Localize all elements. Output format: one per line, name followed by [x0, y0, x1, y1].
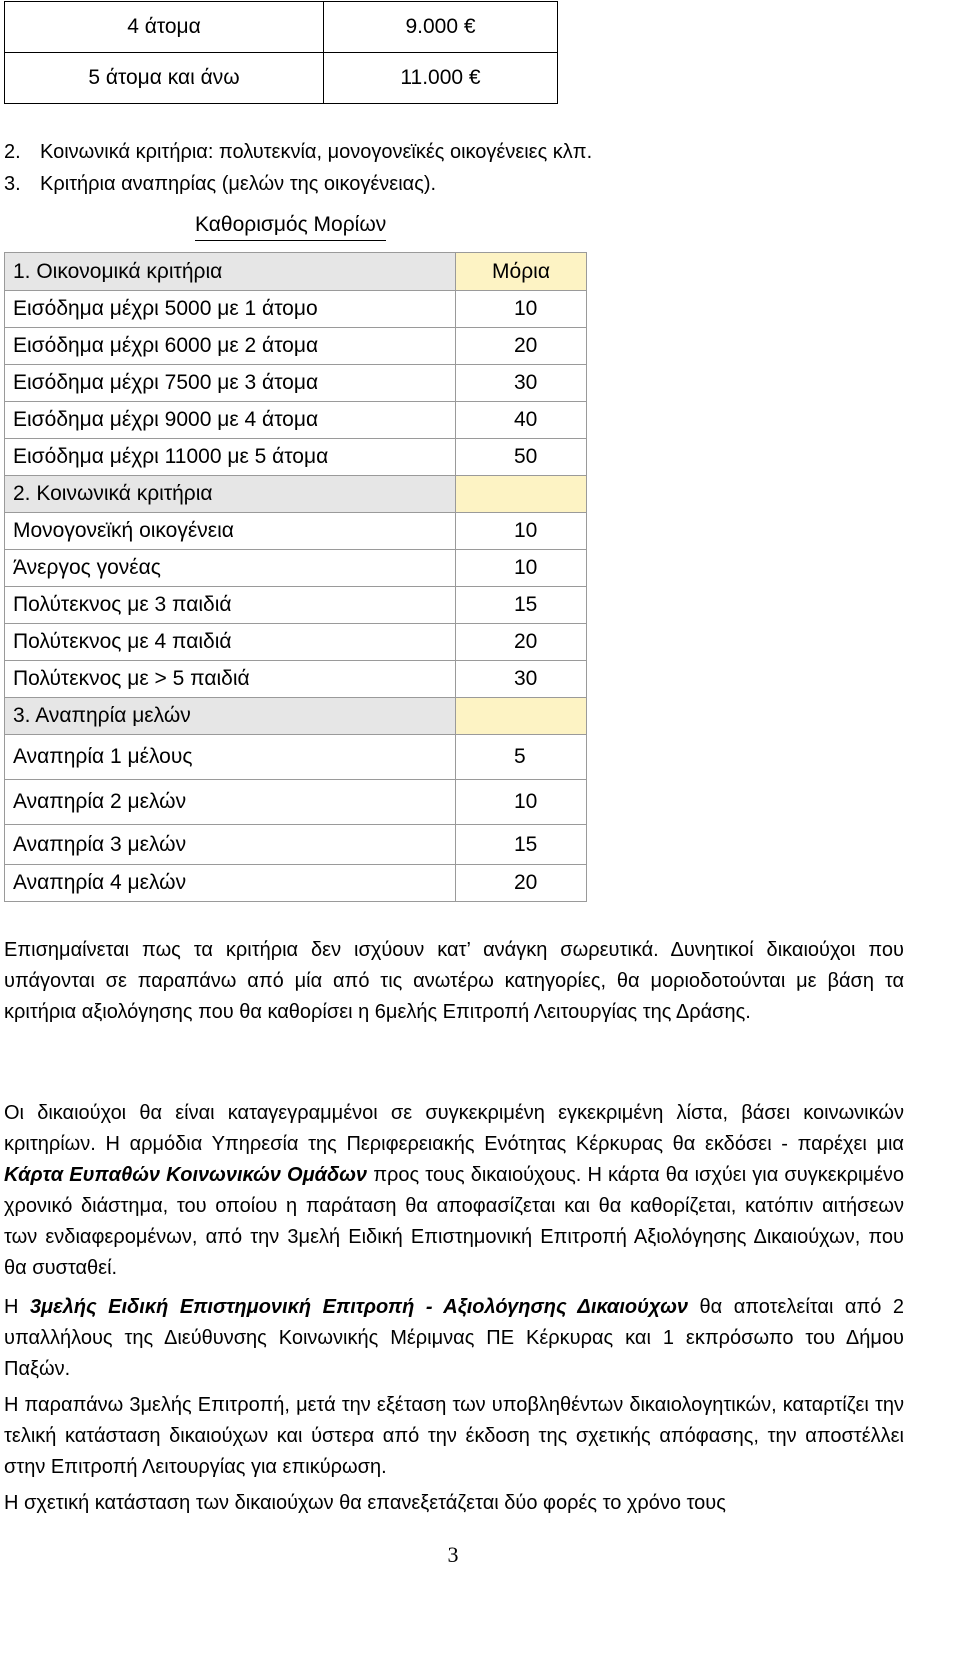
table-row [5, 780, 587, 825]
criterion-label: Πολύτεκνος με 3 παιδιά [5, 587, 456, 624]
criterion-label: Αναπηρία 1 μέλους [5, 735, 456, 780]
persons-cell: 4 άτομα [5, 2, 324, 53]
points-value: 30 [514, 371, 538, 394]
section-header-row [5, 698, 587, 735]
points-cell [456, 550, 587, 587]
criterion-label: Εισόδημα μέχρι 6000 με 2 άτομα [5, 328, 456, 365]
table-row [5, 402, 587, 439]
table-row [5, 513, 587, 550]
table-row [5, 661, 587, 698]
income-table [4, 1, 558, 104]
points-cell [456, 402, 587, 439]
section-header-row [5, 253, 587, 291]
score-table [4, 252, 587, 902]
table-row [5, 291, 587, 328]
criterion-label: Πολύτεκνος με > 5 παιδιά [5, 661, 456, 698]
table-row [5, 865, 587, 902]
card-name: Κάρτα Ευπαθών Κοινωνικών Ομάδων [4, 1164, 368, 1186]
persons-cell: 5 άτομα και άνω [5, 53, 324, 104]
points-value: 20 [514, 871, 538, 894]
table-row [5, 825, 587, 865]
points-cell [456, 513, 587, 550]
points-value: 10 [514, 297, 538, 320]
points-value: 30 [514, 667, 538, 690]
points-cell [456, 587, 587, 624]
points-value: 20 [514, 630, 538, 653]
table-row [5, 439, 587, 476]
paragraph-procedure: Η παραπάνω 3μελής Επιτροπή, μετά την εξέταση των υποβληθέντων δικαιολογητικών, καταρτίζει την τελική κατάσταση δικαιούχων και ύστερα από την έκδοση της σχετικής απόφασης, την αποστέλλει στην Επιτροπή Λειτουργίας για επικύρωση. [4, 1394, 904, 1478]
criterion-label: Εισόδημα μέχρι 5000 με 1 άτομο [5, 291, 456, 328]
points-cell [456, 780, 587, 825]
criterion-label: Μονογονεϊκή οικογένεια [5, 513, 456, 550]
table-row [5, 365, 587, 402]
points-cell [456, 328, 587, 365]
section-header: 1. Οικονομικά κριτήρια [5, 253, 456, 291]
section-header: 3. Αναπηρία μελών [5, 698, 456, 735]
criterion-label: Εισόδημα μέχρι 11000 με 5 άτομα [5, 439, 456, 476]
criteria-list-item [4, 141, 592, 164]
list-number: 3. [4, 173, 21, 195]
paragraph-committee [4, 1292, 904, 1385]
points-cell [456, 735, 587, 780]
criteria-list-item [4, 173, 436, 196]
criterion-label: Αναπηρία 4 μελών [5, 865, 456, 902]
paragraph-text: θα αποτελείται από 2 υπαλλήλους της Διεύθυνσης Κοινωνικής Μέριμνας ΠΕ Κέρκυρας και 1 εκπρόσωπο του Δήμου Παξών. [4, 1296, 904, 1380]
points-value: 15 [514, 593, 538, 616]
table-row [5, 328, 587, 365]
points-header-cell [456, 253, 587, 291]
points-value: 20 [514, 334, 538, 357]
criterion-label: Εισόδημα μέχρι 7500 με 3 άτομα [5, 365, 456, 402]
points-cell [456, 365, 587, 402]
paragraph-text: Οι δικαιούχοι θα είναι καταγεγραμμένοι σε συγκεκριμένη εγκεκριμένη λίστα, βάσει κοινωνικών κριτηρίων. Η αρμόδια Υπηρεσία της Περιφερειακής Ενότητας Κέρκυρας θα εκδόσει - παρέχει μια [4, 1102, 904, 1155]
points-cell [456, 291, 587, 328]
table-row [5, 624, 587, 661]
points-header-cell [456, 476, 587, 513]
paragraph-text: προς τους δικαιούχους. Η κάρτα θα ισχύει για συγκεκριμένο χρονικό διάστημα, του οποίου η παράταση θα αποφασίζεται και θα καθορίζεται, κατόπιν αιτήσεων των ενδιαφερομένων, από την 3μελή Ειδική Επιστημονική Επιτροπή Αξιολόγησης Δικαιούχων, που θα συσταθεί. [4, 1164, 904, 1279]
points-header: Μόρια [492, 259, 550, 283]
section-title: Καθορισμός Μορίων [195, 212, 386, 241]
page-number: 3 [447, 1542, 459, 1567]
points-value: 50 [514, 445, 538, 468]
points-cell [456, 825, 587, 865]
points-value: 15 [514, 832, 538, 856]
criterion-label: Αναπηρία 2 μελών [5, 780, 456, 825]
list-text: Κριτήρια αναπηρίας (μελών της οικογένειας). [40, 173, 437, 195]
amount-cell: 11.000 € [324, 53, 558, 104]
criterion-label: Πολύτεκνος με 4 παιδιά [5, 624, 456, 661]
criterion-label: Αναπηρία 3 μελών [5, 825, 456, 865]
paragraph-beneficiaries [4, 1098, 904, 1284]
amount-cell: 9.000 € [324, 2, 558, 53]
points-cell [456, 865, 587, 902]
points-cell [456, 624, 587, 661]
points-cell [456, 661, 587, 698]
table-row [5, 550, 587, 587]
points-cell [456, 439, 587, 476]
criterion-label: Άνεργος γονέας [5, 550, 456, 587]
table-row [5, 587, 587, 624]
table-row [5, 2, 558, 53]
paragraph-criteria-note: Επισημαίνεται πως τα κριτήρια δεν ισχύουν κατ’ ανάγκη σωρευτικά. Δυνητικοί δικαιούχοι που υπάγονται σε παραπάνω από μία από τις ανωτέρω κατηγορίες, θα μοριοδοτούνται με βάση τα κριτήρια αξιολόγησης που θα καθορίσει η 6μελής Επιτροπή Λειτουργίας της Δράσης. [4, 939, 904, 1023]
points-value: 40 [514, 408, 538, 431]
list-text: Κοινωνικά κριτήρια: πολυτεκνία, μονογονεϊκές οικογένειες κλπ. [40, 141, 593, 163]
points-value: 10 [514, 556, 538, 579]
section-header-row [5, 476, 587, 513]
paragraph-review: Η σχετική κατάσταση των δικαιούχων θα επανεξετάζεται δύο φορές το χρόνο τους [4, 1492, 726, 1514]
section-header: 2. Κοινωνικά κριτήρια [5, 476, 456, 513]
criterion-label: Εισόδημα μέχρι 9000 με 4 άτομα [5, 402, 456, 439]
points-value: 10 [514, 790, 538, 813]
paragraph-text: Η [4, 1296, 30, 1318]
table-row [5, 735, 587, 780]
committee-name: 3μελής Ειδική Επιστημονική Επιτροπή - Αξιολόγησης Δικαιούχων [29, 1296, 689, 1318]
points-header-cell [456, 698, 587, 735]
points-value: 5 [514, 745, 526, 768]
points-value: 10 [514, 519, 538, 542]
table-row [5, 53, 558, 104]
list-number: 2. [4, 141, 21, 163]
